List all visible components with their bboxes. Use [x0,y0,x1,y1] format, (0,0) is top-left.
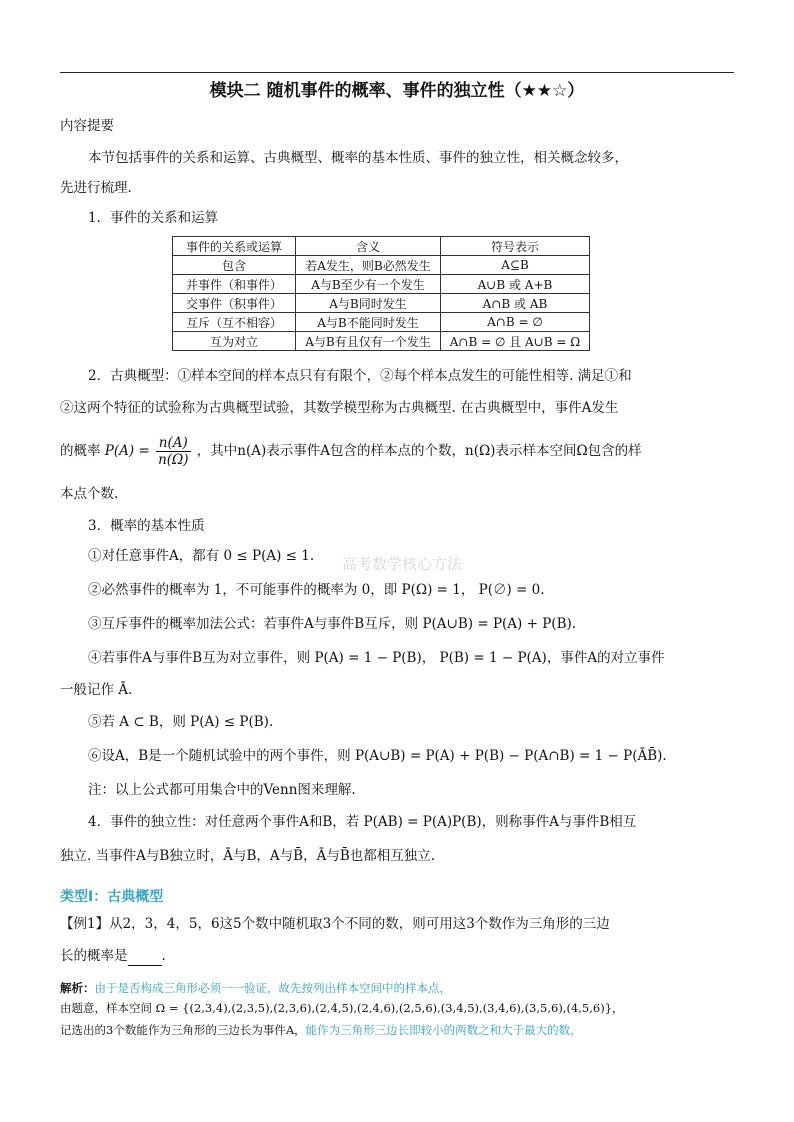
property-1: ①对任意事件A，都有 0 ≤ P(A) ≤ 1. [88,548,315,564]
property-3: ③互斥事件的概率加法公式：若事件A与事件B互斥，则 P(A∪B) = P(A) + P(B). [88,616,577,632]
table-row [173,256,590,275]
solution-event-def: 记选出的3个数能作为三角形的三边长为事件A， [60,1023,306,1037]
watermark-text: 高考数学核心方法 [342,555,463,573]
formula-prefix: 的概率 [60,443,101,459]
table-cell: A与B不能同时发生 [296,313,441,332]
solution-hint-2: 能作为三角形三边长即较小的两数之和大于最大的数， [305,1023,582,1037]
answer-blank [128,951,162,966]
probability-fraction [156,435,190,468]
intro-heading: 内容提要 [60,118,114,134]
example-1-line-1: 【例1】从2，3，4，5，6这5个数中随机取3个不同的数，则可用这3个数作为三角形的三边 [60,916,610,932]
property-2: ②必然事件的概率为 1，不可能事件的概率为 0，即 P(Ω) = 1， P(∅) = 0. [88,582,545,598]
section-type-1-title: 类型Ⅰ：古典概型 [60,889,164,905]
table-cell: 包含 [173,256,296,275]
table-cell: 互为对立 [173,332,296,351]
table-header-cell: 事件的关系或运算 [173,237,296,256]
solution-line-2: 由题意，样本空间 Ω = {(2,3,4),(2,3,5),(2,3,6),(2,4,5),(2,4,6),(2,5,6),(3,4,5),(3,4,6),(3,5,6),(4,5,6)}， [60,1001,624,1015]
solution-line-3 [60,1020,582,1040]
table-row [173,313,590,332]
solution-hint: 由于是否构成三角形必须一一验证，故先按列出样本空间中的样本点， [94,981,451,995]
section-2-line-3 [60,432,642,470]
table-header-cell: 符号表示 [441,237,590,256]
example-1-line-2 [60,946,166,966]
table-header-row [173,237,590,256]
intro-line-1: 本节包括事件的关系和运算、古典概型、概率的基本性质、事件的独立性，相关概念较多， [88,150,628,166]
table-cell: A∪B 或 A+B [441,275,590,294]
solution-line-1 [60,978,451,998]
example-1-period: . [161,948,166,964]
table-cell: 交事件（积事件） [173,294,296,313]
table-row [173,332,590,351]
section-2-line-4: 本点个数. [60,486,119,502]
event-relations-table [172,236,590,351]
property-6: ⑥设A，B是一个随机试验中的两个事件，则 P(A∪B) = P(A) + P(B) − P(A∩B) = 1 − P(ĀB̄). [88,748,667,764]
fraction-numerator: n(A) [156,435,190,452]
table-cell: A∩B = ∅ [441,313,590,332]
property-5: ⑤若 A ⊂ B，则 P(A) ≤ P(B). [88,714,274,730]
table-row [173,275,590,294]
table-cell: A⊆B [441,256,590,275]
section-4-line-1: 4．事件的独立性：对任意两个事件A和B，若 P(AB) = P(A)P(B)，则称事件A与事件B相互 [88,814,637,830]
section-4-line-2: 独立. 当事件A与B独立时，Ā与B，A与B̄，Ā与B̄也都相互独立. [60,848,436,864]
property-4-line-1: ④若事件A与事件B互为对立事件，则 P(A) = 1 − P(B)， P(B) = 1 − P(A)，事件A的对立事件 [88,650,665,666]
table-cell: A∩B 或 AB [441,294,590,313]
table-cell: A与B至少有一个发生 [296,275,441,294]
example-1-question: 长的概率是 [60,948,128,964]
section-2-line-2: ②这两个特征的试验称为古典概型试验，其数学模型称为古典概型. 在古典概型中，事件A发生 [60,400,619,416]
formula-lhs: P(A) = [104,443,150,459]
formula-suffix: ，其中n(A)表示事件A包含的样本点的个数，n(Ω)表示样本空间Ω包含的样 [196,443,642,459]
table-row [173,294,590,313]
formula-note: 注：以上公式都可用集合中的Venn图来理解. [88,782,356,798]
section-3-heading: 3．概率的基本性质 [88,518,205,534]
intro-line-2: 先进行梳理. [60,180,132,196]
table-cell: A∩B = ∅ 且 A∪B = Ω [441,332,590,351]
table-cell: 互斥（互不相容） [173,313,296,332]
table-cell: 若A发生，则B必然发生 [296,256,441,275]
page-title: 模块二 随机事件的概率、事件的独立性（★★☆） [209,81,585,101]
solution-label: 解析： [60,981,95,995]
section-2-line-1: 2．古典概型：①样本空间的样本点只有有限个，②每个样本点发生的可能性相等. 满足①和 [88,368,632,384]
table-cell: 并事件（和事件） [173,275,296,294]
header-rule [60,72,734,73]
fraction-denominator: n(Ω) [158,452,189,468]
table-header-cell: 含义 [296,237,441,256]
table-cell: A与B同时发生 [296,294,441,313]
table-cell: A与B有且仅有一个发生 [296,332,441,351]
property-4-line-2: 一般记作 Ā. [60,682,133,698]
section-1-heading: 1．事件的关系和运算 [88,210,219,226]
